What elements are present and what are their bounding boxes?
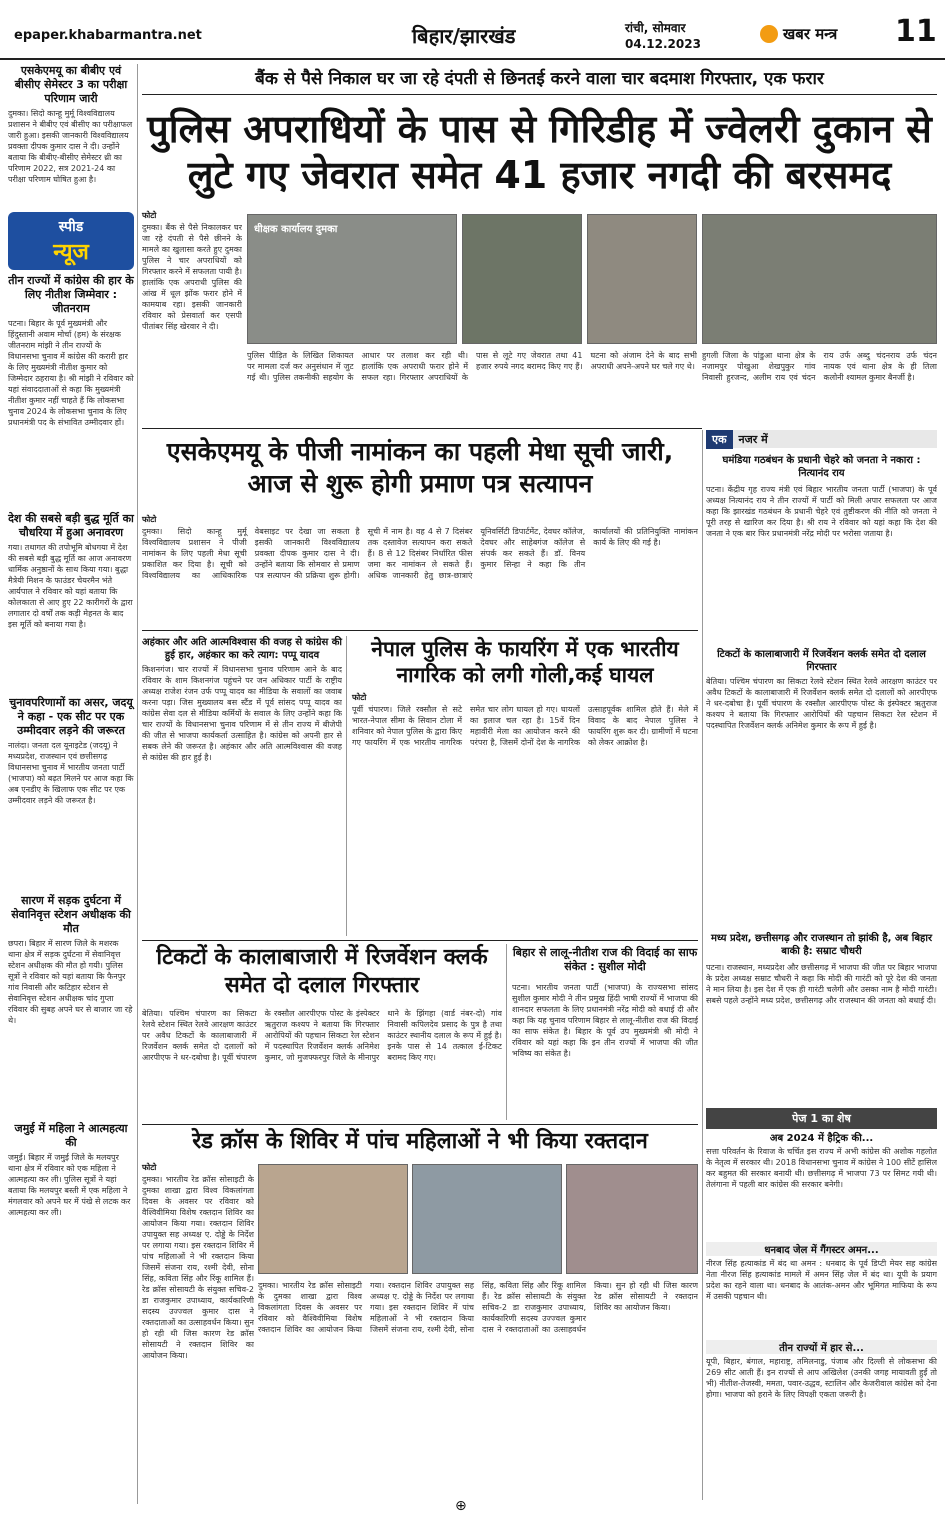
story-body: दुमका। भारतीय रेड क्रॉस सोसाइटी के दुमका शाखा द्वारा विश्व विकलांगता दिवस के अवसर पर रविवार को वैश्विवीमिया विशेष रक्तदान शिविर का आयोजन किया गया। रक्तदान शिविर उपायुक्त सह अध्यक्ष ए. दोड्डे के निर्देश पर लगाया गया। इस रक्तदान शिविर में पांच महिलाओं ने भी रक्तदान किया जिसमें संजना राय, रश्मी देवी, सोना सिंह, कविता सिंह और रिंकू शामिल हैं। रेड क्रॉस सोसायटी के संयुक्त सचिव-2 डा राजकुमार उपाध्याय, कार्यकारिणी सदस्य उज्ज्वल कुमार दास ने रक्तदाताओं का उत्साहवर्धन किया। सुन हो रही थी जिस कारण रेड क्रॉस सोसायटी ने रक्तदान शिविर का आयोजन किया।: [142, 1175, 254, 1360]
divider: [142, 428, 702, 429]
ek-najar-header: [706, 430, 937, 448]
story-body: जमुई। बिहार में जमुई जिले के मलयपुर थाना क्षेत्र में रविवार को एक महिला ने आत्महत्या कर ली। पुलिस सूत्रों ने यहां बताया कि मलयपुर बस्ती में एक महिला ने मंगलवार को अपने घर में पंखे से लटक कर आत्महत्या कर ली।: [8, 1153, 131, 1217]
page-number: 11: [895, 14, 937, 49]
brand-icon: [760, 25, 778, 43]
story-body: बेतिया। पश्चिम चंपारण का सिकटा रेलवे स्टेशन स्थित रेलवे आरक्षण काउंटर पर अवैध टिकटों के कालाबाजारी में रिजर्वेशन क्लर्क समेत दो दलालों को आरपीएफ ने धर-दबोचा है। पूर्वी चंपारण के रक्सौल आरपीएफ पोस्ट के इंस्पेक्टर ऋतुराज कश्यप ने बताया कि गिरफ्तार आरोपियों की पहचान सिकटा रेल स्टेशन में पदस्थापित रिजर्वेशन क्लर्क अनिमेश कुमार, जो मुजफ्फरपुर जिले के मीनापुर थाने के झिंगहा (वार्ड नंबर-दो) गांव निवासी कपिलदेव प्रसाद के पुत्र है तथा काउंटर स्थानीय दलाल के रूप में हुई है। इनके पास से 14 तत्काल ई-टिकट बरामद किए गए।: [142, 1009, 502, 1062]
photo-label: फोटो: [142, 211, 157, 220]
story-headline: तीन राज्यों में कांग्रेस की हार के लिए नीतीश जिम्मेवार : जीतनराम: [8, 274, 134, 315]
story-body: दुमका। सिदो कान्हू मुर्मू विश्वविद्यालय प्रशासन ने बीबीए एवं बीसीए का परीक्षाफल जारी हुआ। इसकी जानकारी विश्वविद्यालय प्रवक्ता दीपक कुमार दास ने दी। उन्होंने बताया कि बीबीए-बीसीए सेमेस्टर थ्री का परिणाम 2022, सत्र 2021-24 का परीक्षा परिणाम घोषित हुआ है।: [8, 109, 133, 184]
story-headline: धनबाद जेल में गैंगस्टर अमन...: [706, 1242, 937, 1256]
story-headline: रेड क्रॉस के शिविर में पांच महिलाओं ने भी किया रक्तदान: [192, 1129, 648, 1154]
photo-sign: धीक्षक कार्यालय दुमका: [254, 224, 338, 235]
speed-news-label: स्पीड: [58, 219, 84, 235]
column-divider: [506, 944, 507, 1120]
news-photo: [412, 1164, 562, 1274]
story-headline: घमंडिया गठबंधन के प्रधानी चेहरे को जनता ने नकारा : नित्यानंद राय: [722, 455, 921, 479]
ek-najar-tag: एक: [706, 430, 733, 449]
news-photo: [462, 214, 582, 344]
speed-news-banner: [8, 212, 134, 270]
story-body: नालंदा। जनता दल यूनाइटेड (जदयू) ने मध्यप्रदेश, राजस्थान एवं छत्तीसगढ़ विधानसभा चुनाव में भारतीय जनता पार्टी (भाजपा) को बढ़त मिलने पर आज कहा कि अब एनडीए के खिलाफ एक सीट पर एक उम्मीदवार लड़ने की जरूरत है।: [8, 741, 134, 805]
story-headline: एसकेएमयू के पीजी नामांकन का पहली मेधा सूची जारी, आज से शुरू होगी प्रमाण पत्र सत्यापन: [166, 437, 674, 498]
story-headline: तीन राज्यों में हार से...: [706, 1340, 937, 1354]
news-photo: [587, 214, 697, 344]
story-body: पटना। केंद्रीय गृह राज्य मंत्री एवं बिहार भारतीय जनता पार्टी (भाजपा) के पूर्व अध्यक्ष नित्यानंद राय ने तीन राज्यों में पार्टी को मिली अपार सफलता पर आज कहा कि झारखंड गठबंधन के प्रधानी चेहरे एवं तुष्टीकरण की नीति को जनता ने पूरी तरह से खारिज कर दिया है। श्री राय ने रविवार को यहां कहा कि देश की जनता ने एक बार फिर प्रधानमंत्री नरेंद्र मोदी पर भरोसा जताया है।: [706, 485, 937, 538]
section-title: बिहार/झारखंड: [412, 24, 516, 48]
story-body: यूपी, बिहार, बंगाल, महाराष्ट्र, तमिलनाडु, पंजाब और दिल्ली से लोकसभा की 269 सीट आती हैं। इन राज्यों से आप अखिलेश (उनकी जगह मायावती हुईं तो भी) नीतीश-तेजस्वी, ममता, पवार-उद्धव, स्टालिन और केजरीवाल कांग्रेस को देना होगा। भाजपा को हराने के लिए विपक्षी एकता जरूरी है।: [706, 1357, 937, 1399]
ek-najar-title: नजर में: [738, 432, 768, 446]
divider: [142, 940, 698, 941]
story-headline: मध्य प्रदेश, छत्तीसगढ़ और राजस्थान तो झांकी है, अब बिहार बाकी है: सम्राट चौधरी: [710, 933, 933, 957]
story-headline: नेपाल पुलिस के फायरिंग में एक भारतीय नागरिक को लगी गोली,कई घायल: [371, 637, 679, 687]
story-body: पूर्वी चंपारण। जिले रक्सौल से सटे भारत-नेपाल सीमा के सिवान टोला में शनिवार को नेपाल पुलिस के द्वारा किए गए फायरिंग में एक भारतीय नागरिक समेत चार लोग घायल हो गए। घायलों का इलाज चल रहा है। 15वें दिन महावीरी मेला का आयोजन करने की परंपरा है, जिसमें दोनों देश के नागरिक उत्साहपूर्वक शामिल होते हैं। मेले में विवाद के बाद नेपाल पुलिस ने फायरिंग शुरू कर दी। ग्रामीणों में घटना को लेकर आक्रोश है।: [352, 705, 698, 747]
epaper-url[interactable]: epaper.khabarmantra.net: [14, 28, 202, 43]
divider: [142, 94, 937, 95]
story-body: नीरज सिंह हत्याकांड में बंद था अमन : धनबाद के पूर्व डिप्टी मेयर सह कांग्रेस नेता नीरज सिंह हत्याकांड मामले में अमन सिंह जेल में बंद था। यूपी के प्रयाग प्रदेश का रहने वाला था। धनबाद के आतंक-अमन और भूमिगत माफिया के रूप में उसकी पहचान थी।: [706, 1259, 937, 1301]
news-photo: [702, 214, 937, 344]
page1-continued-bar: पेज 1 का शेष: [706, 1108, 937, 1129]
story-body: दुमका। बैंक से पैसे निकालकर घर जा रहे दंपती से पैसे छीनने के मामले का खुलासा करते हुए दुमका पुलिस ने चार अपराधियों को गिरफ्तार करने में सफलता पायी है। हालांकि एक अपराधी पुलिस की आंख में धूल झोंक फरार होने में कामयाब रहा। इसकी जानकारी रविवार को प्रेसवार्ता कर एसपी पीतांबर सिंह खेरवार ने दी।: [142, 223, 242, 331]
photo-label: फोटो: [352, 693, 367, 702]
story-headline: अहंकार और अति आत्मविश्वास की वजह से कांग्रेस की हुई हार, अहंकार का करे त्याग: पप्पू यादव: [142, 637, 342, 661]
column-divider: [702, 430, 703, 1500]
story-body: दुमका। सिदो कान्हू मुर्मू विश्वविद्यालय प्रशासन ने पीजी नामांकन के लिए पहली मेधा सूची प्रकाशित कर दिया है। सूची को विश्वविद्यालय का आधिकारिक वेबसाइट पर देखा जा सकता है इसकी जानकारी विश्वविद्यालय प्रवक्ता दीपक कुमार दास ने दी। उन्होंने बताया कि सोमवार से प्रमाण पत्र सत्यापन की प्रक्रिया शुरू होगी। सूची में नाम है। वह 4 से 7 दिसंबर तक दस्तावेज सत्यापन करा सकते हैं। 8 से 12 दिसंबर निर्धारित फीस जमा कर नामांकन ले सकते हैं। अधिक जानकारी हेतु छात्र-छात्राएं यूनिवर्सिटी डिपार्टमेंट, देवघर कॉलेज, देवघर और साहेबगंज कॉलेज से संपर्क कर सकते हैं। डॉ. विनय कुमार सिन्हा ने कहा कि तीन कार्यालयों की प्रतिनियुक्ति नामांकन कार्य के लिए की गई है।: [142, 527, 698, 580]
speed-news-label-2: न्यूज: [53, 240, 89, 265]
story-body: बेतिया। पश्चिम चंपारण का सिकटा रेलवे स्टेशन स्थित रेलवे आरक्षण काउंटर पर अवैध टिकटों के कालाबाजारी में रिजर्वेशन क्लर्क समेत दो दलालों को आरपीएफ ने धर-दबोचा है। पूर्वी चंपारण के रक्सौल आरपीएफ पोस्ट के इंस्पेक्टर ऋतुराज कश्यप ने बताया कि गिरफ्तार आरोपियों की पहचान सिकटा रेल स्टेशन में पदस्थापित रिजर्वेशन क्लर्क अनिमेश कुमार के रूप में हुई है।: [706, 677, 937, 730]
news-photo: [258, 1164, 408, 1274]
news-photo: [247, 214, 457, 344]
story-body: छपरा। बिहार में सारण जिले के मशरक थाना क्षेत्र में सड़क दुर्घटना में सेवानिवृत्त स्टेशन अधीक्षक की मौत हो गयी। पुलिस सूत्रों ने रविवार को यहां बताया कि फैनपुर गांव निवासी और कटिहार स्टेशन से सेवानिवृत्त स्टेशन अधीक्षक चांद गुप्ता रविवार की सुबह अपने घर से बाजार जा रहे थे।: [8, 939, 133, 1025]
story-headline: सारण में सड़क दुर्घटना में सेवानिवृत्त स्टेशन अधीक्षक की मौत: [11, 894, 131, 935]
story-headline: देश की सबसे बड़ी बुद्ध मूर्ति का चौधरिया में हुआ अनावरण: [8, 512, 134, 539]
story-headline: अब 2024 में हैट्रिक की...: [769, 1133, 874, 1144]
brand-name: खबर मन्त्र: [783, 25, 838, 43]
story-body: हुगली जिला के पांडुआ थाना क्षेत्र के नजामपुर पोखुआ शेखपुकुर गांव निवासी हुरजन्द, अलीम राय एवं चंदन राय उर्फ अब्दु चंदनराय उर्फ चंदन नायक एवं थाना क्षेत्र के ही तिला कलोनी श्यामल कुमार बैनर्जी है।: [702, 351, 937, 382]
column-divider: [346, 636, 347, 936]
photo-label: फोटो: [142, 1163, 157, 1172]
main-headline: पुलिस अपराधियों के पास से गिरिडीह में ज्वेलरी दुकान से लुटे गए जेवरात समेत 41 हजार नगदी की बरसमद: [147, 107, 932, 197]
divider: [142, 630, 698, 631]
story-headline: एसकेएमयू का बीबीए एवं बीसीए सेमेस्टर 3 का परीक्षा परिणाम जारी: [14, 64, 128, 105]
registration-mark-icon: ⊕: [455, 1498, 467, 1514]
story-body: पटना। राजस्थान, मध्यप्रदेश और छत्तीसगढ़ में भाजपा की जीत पर बिहार भाजपा के प्रदेश अध्यक्ष सम्राट चौधरी ने कहा कि मोदी की गारंटी को पूरे देश की जनता ने मान लिया है। इस देश में एक ही गारंटी चलेगी और उसका नाम है मोदी गारंटी। सबसे पहले उन्होंने मध्य प्रदेश, छत्तीसगढ़ और राजस्थान की जनता को बधाई दी।: [706, 963, 937, 1005]
news-photo: [566, 1164, 698, 1274]
story-headline: टिकटों के कालाबाजारी में रिजर्वेशन क्लर्क समेत दो दलाल गिरफ्तार: [156, 945, 488, 998]
left-column: [8, 64, 134, 1504]
story-body: दुमका। भारतीय रेड क्रॉस सोसाइटी के दुमका शाखा द्वारा विश्व विकलांगता दिवस के अवसर पर रविवार को वैश्विवीमिया विशेष रक्तदान शिविर का आयोजन किया गया। रक्तदान शिविर उपायुक्त सह अध्यक्ष ए. दोड्डे के निर्देश पर लगाया गया। इस रक्तदान शिविर में पांच महिलाओं ने भी रक्तदान किया जिसमें संजना राय, रश्मी देवी, सोना सिंह, कविता सिंह और रिंकू शामिल हैं। रेड क्रॉस सोसायटी के संयुक्त सचिव-2 डा राजकुमार उपाध्याय, कार्यकारिणी सदस्य उज्ज्वल कुमार दास ने रक्तदाताओं का उत्साहवर्धन किया। सुन हो रही थी जिस कारण रेड क्रॉस सोसायटी ने रक्तदान शिविर का आयोजन किया।: [258, 1281, 698, 1334]
masthead: [0, 0, 945, 60]
city-day: रांची, सोमवार: [625, 21, 686, 35]
divider: [142, 1124, 698, 1125]
story-body: सत्ता परिवर्तन के रिवाज के चर्चित इस राज्य में अभी कांग्रेस की अशोक गहलोत के नेतृत्व में सरकार थी। 2018 विधानसभा चुनाव में कांग्रेस ने 100 सीटें हासिल कर बहुमत की सरकार बनायी थी। छत्तीसगढ़ में भाजपा 73 पर सिमट गयी थी। तेलंगाना में पहली बार कांग्रेस की सरकार बनेगी।: [706, 1147, 937, 1189]
issue-date: 04.12.2023: [625, 37, 701, 51]
story-headline: चुनावपरिणामों का असर, जदयू ने कहा - एक सीट पर एक उम्मीदवार लड़ने की जरूरत: [9, 696, 133, 737]
story-body: किशनगंज। चार राज्यों में विधानसभा चुनाव परिणाम आने के बाद रविवार के शाम किशनगंज पहुंचने पर जन अधिकार पार्टी के राष्ट्रीय अध्यक्ष राजेश रंजन उर्फ पप्पू यादव का मीडिया के सवालों का जवाब करना पड़ा। जिस मुख्यालय बस स्टैंड में पूर्व सांसद पप्पू यादव का कांग्रेस सेवा दल से मीडिया कर्मियों के सवाल के लिए उन्होंने कहा कि चार राज्यों के विधानसभा चुनाव परिणाम में से तीन राज्य में बीजेपी की जीत से भाजपा कार्यकर्ता उत्साहित है। कांग्रेस को अपनी हार से सबक लेने की जरूरत है। अहंकार और अति आत्मविश्वास की वजह से कांग्रेस की हार हुई है।: [142, 665, 342, 762]
story-headline: बिहार से लालू-नीतीश राज की विदाई का साफ संकेत : सुशील मोदी: [512, 946, 698, 973]
story-body: पटना। भारतीय जनता पार्टी (भाजपा) के राज्यसभा सांसद सुशील कुमार मोदी ने तीन प्रमुख हिंदी भाषी राज्यों में भाजपा की शानदार सफलता के लिए प्रधानमंत्री नरेंद्र मोदी को बधाई दी और कहा कि यह चुनाव परिणाम बिहार से लालू-नीतीश राज की विदाई का साफ संकेत है। बिहार के पूर्व उप मुख्यमंत्री श्री मोदी ने रविवार को यहां कहा कि इन तीन राज्यों में भाजपा की जीत भविष्य का संकेत है।: [512, 983, 698, 1058]
story-headline: टिकटों के कालाबाजारी में रिजर्वेशन क्लर्क समेत दो दलाल गिरफ्तार: [717, 649, 926, 673]
story-body: गया। तथागत की तपोभूमि बोधगया में देश की सबसे बड़ी बुद्ध मूर्ति का आज अनावरण धार्मिक अनुष्ठानों के साथ किया गया। बुद्धा मैत्रेयी मिशन के फाउंडर चेयरमैन भंते आर्यपाल ने रविवार को यहां बताया कि कोलकाता से आए हुए 22 कारीगरों के द्वारा लगातार दो वर्षों तक कड़ी मेहनत के बाद इस मूर्ति को बनाया गया है।: [8, 543, 133, 629]
dateline: [625, 20, 701, 52]
photo-label: फोटो: [142, 515, 157, 524]
brand-logo: [760, 24, 837, 44]
story-body: पुलिस पीड़ित के लिखित शिकायत पर मामला दर्ज कर अनुसंधान में जुट गई थी। पुलिस तकनीकी सहयोग के आधार पर तलाश कर रही थी। हालांकि एक अपराधी फरार होने में सफल रहा। गिरफ्तार अपराधियों के पास से लूटे गए जेवरात तथा 41 हजार रुपये नगद बरामद किए गए हैं। घटना को अंजाम देने के बाद सभी अपराधी अपने-अपने घर चले गए थे।: [247, 351, 697, 382]
kicker: बैंक से पैसे निकाल घर जा रहे दंपती से छिनतई करने वाला चार बदमाश गिरफ्तार, एक फरार: [255, 69, 824, 89]
story-headline: जमुई में महिला ने आत्महत्या की: [14, 1122, 128, 1149]
story-body: पटना। बिहार के पूर्व मुख्यमंत्री और हिंदुस्तानी अवाम मोर्चा (हम) के संरक्षक जीतनराम मांझी ने तीन राज्यों के विधानसभा चुनाव में कांग्रेस की करारी हार के लिए मुख्यमंत्री नीतीश कुमार को जिम्मेदार ठहराया है। श्री मांझी ने रविवार को यहां संवाददाताओं से कहा कि मुख्यमंत्री नीतीश कुमार नहीं चाहते हैं कि लोकसभा चुनाव 2024 के लोकसभा चुनाव के लिए प्रधानमंत्री पद के संभावित उम्मीदवार हों।: [8, 319, 134, 427]
column-divider: [137, 64, 138, 1504]
